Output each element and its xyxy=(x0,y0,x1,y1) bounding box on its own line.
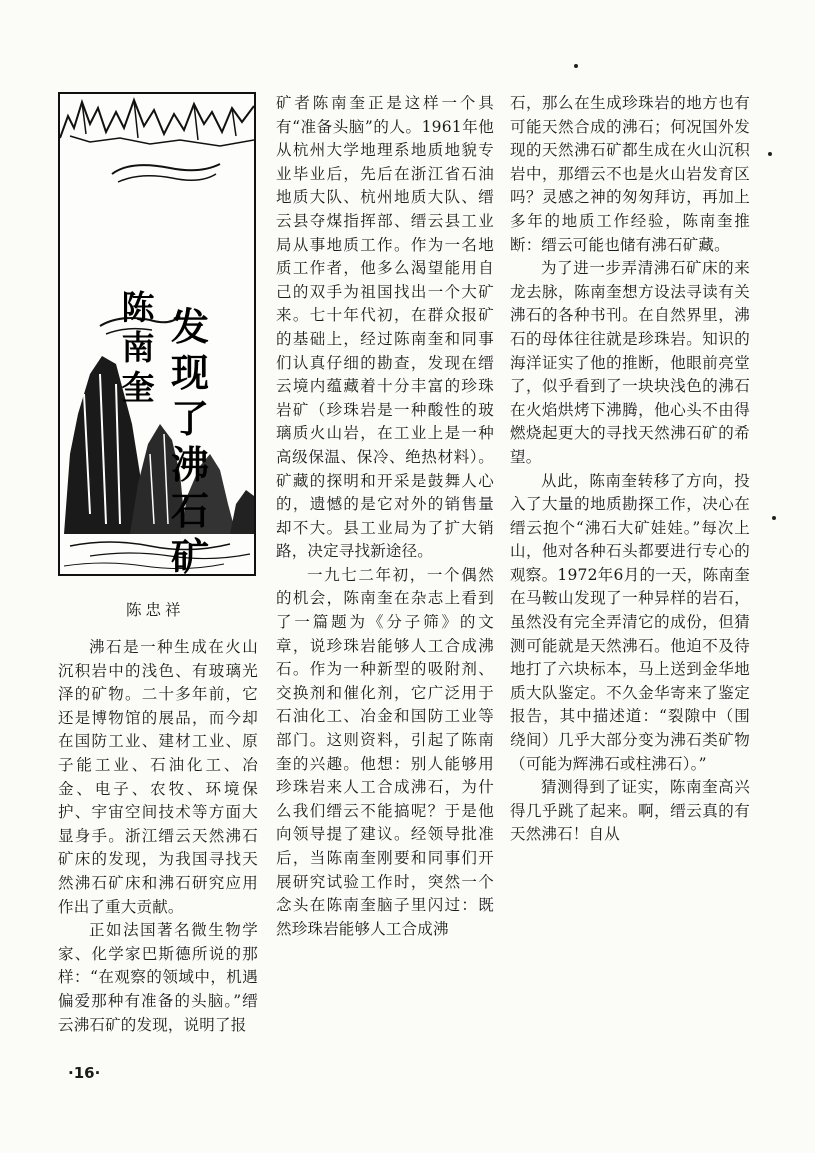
text-column-1 xyxy=(58,636,258,1037)
print-speck xyxy=(772,516,776,520)
author-byline: 陈忠祥 xyxy=(126,601,185,619)
print-speck xyxy=(574,64,578,68)
paragraph: 沸石是一种生成在火山沉积岩中的浅色、有玻璃光泽的矿物。二十多年前，它还是博物馆的展品，而今却在国防工业、建材工业、原子能工业、石油化工、冶金、电子、农牧、环境保护、宇宙空间技术等方面大显身手。浙江缙云天然沸石矿床的发现，为我国寻找天然沸石矿床和沸石研究应用作出了重大贡献。 xyxy=(58,638,258,916)
article-subject-name: 陈南奎 xyxy=(121,288,155,407)
article-title: 发现了沸石矿 xyxy=(170,305,209,576)
title-illustration xyxy=(58,92,256,576)
paragraph: 石，那么在生成珍珠岩的地方也有可能天然合成的沸石；何况国外发现的天然沸石矿都生成在火山沉积岩中，那缙云不也是火山岩发育区吗？灵感之神的匆匆拜访，再加上多年的地质工作经验，陈南奎推断：缙云可能也储有沸石矿藏。 xyxy=(510,94,750,254)
print-speck xyxy=(768,152,772,156)
paragraph: 从此，陈南奎转移了方向，投入了大量的地质勘探工作，决心在缙云抱个“沸石大矿娃娃。”每次上山，他对各种石头都要进行专心的观察。1972年6月的一天，陈南奎在马鞍山发现了一种异样的岩石，虽然没有完全弄清它的成份，但猜测可能就是天然沸石。他迫不及待地打了六块标本，马上送到金华地质大队鉴定。不久金华寄来了鉴定报告，其中描述道：“裂隙中（围绕间）几乎大部分变为沸石类矿物（可能为辉沸石或柱沸石）。” xyxy=(510,471,750,773)
paragraph: 猜测得到了证实，陈南奎高兴得几乎跳了起来。啊，缙云真的有天然沸石！自从 xyxy=(510,778,750,844)
text-column-2 xyxy=(276,92,494,941)
paragraph: 矿者陈南奎正是这样一个具有“准备头脑”的人。1961年他从杭州大学地理系地质地貌专业毕业后，先后在浙江省石油地质大队、杭州地质大队、缙云县夺煤指挥部、缙云县工业局从事地质工作。作为一名地质工作者，他多么渴望能用自己的双手为祖国找出一个大矿来。七十年代初，在群众报矿的基础上，经过陈南奎和同事们认真仔细的勘查，发现在缙云境内蕴藏着十分丰富的珍珠岩矿（珍珠岩是一种酸性的玻璃质火山岩，在工业上是一种高级保温、保冷、绝热材料）。矿藏的探明和开采是鼓舞人心的，遗憾的是它对外的销售量却不大。县工业局为了扩大销路，决定寻找新途径。 xyxy=(276,94,494,561)
paragraph: 一九七二年初，一个偶然的机会，陈南奎在杂志上看到了一篇题为《分子筛》的文章，说珍珠岩能够人工合成沸石。作为一种新型的吸附剂、交换剂和催化剂，它广泛用于石油化工、冶金和国防工业等部门。这则资料，引起了陈南奎的兴趣。他想：别人能够用珍珠岩来人工合成沸石，为什么我们缙云不能搞呢？于是他向领导提了建议。经领导批准后，当陈南奎刚要和同事们开展研究试验工作时，突然一个念头在陈南奎脑子里闪过：既然珍珠岩能够人工合成沸 xyxy=(276,565,494,938)
text-column-3 xyxy=(510,92,750,847)
page-number: ·16· xyxy=(68,1064,101,1082)
paragraph: 为了进一步弄清沸石矿床的来龙去脉，陈南奎想方设法寻读有关沸石的各种书刊。在自然界里，沸石的母体往往就是珍珠岩。知识的海洋证实了他的推断，他眼前亮堂了，似乎看到了一块块浅色的沸石在火焰烘烤下沸腾，他心头不由得燃烧起更大的寻找天然沸石矿的希望。 xyxy=(510,259,750,466)
paragraph: 正如法国著名微生物学家、化学家巴斯德所说的那样：“在观察的领域中，机遇偏爱那种有准备的头脑。”缙云沸石矿的发现，说明了报 xyxy=(58,921,258,1034)
